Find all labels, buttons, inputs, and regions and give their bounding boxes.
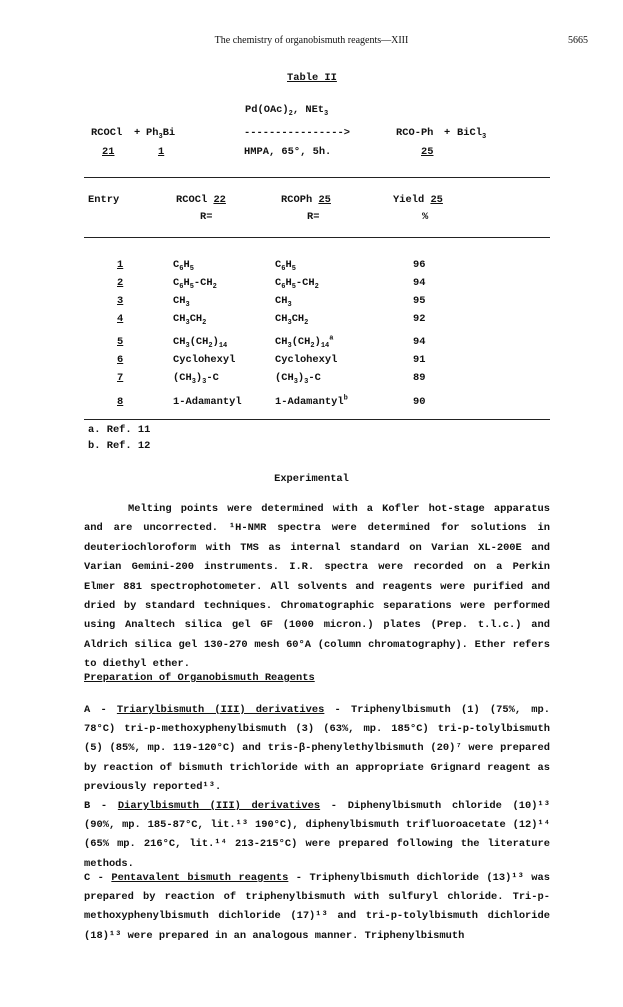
compound-number-1: 1: [158, 146, 165, 158]
table-cell-yield: 94: [413, 277, 426, 289]
table-cell-r1: $C_6H_5$: [173, 259, 194, 274]
entry-number: 1: [117, 259, 124, 271]
reaction-conditions: HMPA, 65°, 5h.: [244, 146, 332, 158]
paragraph-c-title: Pentavalent bismuth reagents: [111, 872, 289, 884]
preparation-paragraph-a: A - Triarylbismuth (III) derivatives - Triphenylbismuth (1) (75%, mp. 78°C) tri-p-methoxyphenylbismuth (3) (63%, mp. 185°C) tri-p-tolylbismuth (5) (85%, mp. 119-120°C) and tris-β-phenylethylbismuth (20)⁷ were prepared by reaction of bismuth trichloride with an appropriate Grignard reagent as previously reported¹³.: [84, 704, 550, 793]
product-ketone: RCO-Ph: [396, 127, 434, 139]
table-cell-r1: $CH_3CH_2$: [173, 313, 207, 328]
plus-sign-2: +: [444, 127, 451, 139]
reactant-triphenylbismuth: $Ph_3Bi$: [146, 127, 176, 142]
reactant-acyl-chloride: RCOCl: [91, 127, 123, 139]
table-cell-r1: Cyclohexyl: [173, 354, 236, 366]
reaction-arrow: ---------------->: [244, 127, 351, 139]
table-cell-r1: $(CH_3)_3-C$: [173, 372, 219, 387]
entry-number: 8: [117, 396, 124, 408]
experimental-paragraph: Melting points were determined with a Kofler hot-stage apparatus and are uncorrected. ¹H-NMR spectra were determined for solutions in deuteriochloroform with TMS as internal standard on Varian XL-200E and Varian Gemini-200 instruments. I.R. spectra were recorded on a Perkin Elmer 881 spectrophotometer. All solvents and reagents were purified and dried by standard techniques. Chromatographic separations were performed using Analtech silica gel GF (1000 micron.) plates (Prep. t.l.c.) and Aldrich silica gel 130-270 mesh 60°A (column chromatography). Ether refers to diethyl ether.: [84, 503, 550, 671]
table-cell-yield: 89: [413, 372, 426, 384]
table-cell-yield: 96: [413, 259, 426, 271]
col-header-ketone: RCOPh 25: [281, 194, 331, 206]
table-cell-yield: 91: [413, 354, 426, 366]
table-cell-r1: $CH_3(CH_2)_{14}$: [173, 336, 228, 351]
reaction-catalyst: $Pd(OAc)_2$, NEt$_3$: [245, 104, 329, 119]
table-label: Table II: [287, 72, 337, 84]
entry-number: 6: [117, 354, 124, 366]
section-heading-preparation: Preparation of Organobismuth Reagents: [84, 672, 315, 684]
table-footnote-b: b. Ref. 12: [88, 440, 151, 452]
table-cell-r2: 1-Adamantyl$^b$: [275, 394, 348, 408]
table-cell-r2: Cyclohexyl: [275, 354, 338, 366]
entry-number: 2: [117, 277, 124, 289]
table-cell-r2: $CH_3$: [275, 295, 292, 310]
col-subheader-percent: %: [422, 211, 429, 223]
table-cell-r1: $C_6H_5-CH_2$: [173, 277, 217, 292]
entry-number: 5: [117, 336, 124, 348]
paragraph-a-title: Triarylbismuth (III) derivatives: [116, 704, 325, 716]
page-number: 5665: [568, 35, 588, 46]
table-cell-yield: 95: [413, 295, 426, 307]
product-bismuth-chloride: BiCl$_3$: [457, 127, 487, 142]
table-cell-yield: 90: [413, 396, 426, 408]
compound-number-21: 21: [102, 146, 115, 158]
entry-number: 4: [117, 313, 124, 325]
table-cell-yield: 92: [413, 313, 426, 325]
preparation-paragraph-c: C - Pentavalent bismuth reagents - Triphenylbismuth dichloride (13)¹³ was prepared by reaction of triphenylbismuth with sulfuryl chloride. Tri-p-methoxyphenylbismuth dichloride (17)¹³ and tri-p-tolylbismuth dichloride (18)¹³ were prepared in an analogous manner. Triphenylbismuth: [84, 872, 550, 942]
table-cell-r2: $C_6H_5-CH_2$: [275, 277, 319, 292]
table-header-rule: [84, 237, 550, 238]
compound-number-25: 25: [421, 146, 434, 158]
running-title: The chemistry of organobismuth reagents—XIII: [214, 35, 409, 46]
col-header-entry: Entry: [88, 194, 120, 206]
table-cell-r2: $CH_3CH_2$: [275, 313, 309, 328]
table-cell-yield: 94: [413, 336, 426, 348]
col-subheader-r1: R=: [200, 211, 213, 223]
preparation-paragraph-b: B - Diarylbismuth (III) derivatives - Diphenylbismuth chloride (10)¹³ (90%, mp. 185-87°C, lit.¹³ 190°C), diphenylbismuth trifluoroacetate (12)¹⁴ (65% mp. 216°C, lit.¹⁴ 213-215°C) were prepared following the literature methods.: [84, 800, 550, 870]
table-bottom-rule: [84, 419, 550, 420]
col-subheader-r2: R=: [307, 211, 320, 223]
table-footnote-a: a. Ref. 11: [88, 424, 151, 436]
table-cell-r2: $(CH_3)_3-C$: [275, 372, 321, 387]
col-header-acyl-chloride: RCOCl 22: [176, 194, 226, 206]
paragraph-b-title: Diarylbismuth (III) derivatives: [117, 800, 321, 812]
table-top-rule: [84, 177, 550, 178]
col-header-yield: Yield 25: [393, 194, 443, 206]
plus-sign: +: [134, 127, 141, 139]
table-cell-r1: $CH_3$: [173, 295, 190, 310]
section-heading-experimental: Experimental: [274, 473, 349, 485]
table-cell-r1: 1-Adamantyl: [173, 396, 242, 408]
table-cell-r2: $C_6H_5$: [275, 259, 296, 274]
entry-number: 3: [117, 295, 124, 307]
entry-number: 7: [117, 372, 124, 384]
table-cell-r2: $CH_3(CH_2)_{14}^a$: [275, 334, 334, 351]
